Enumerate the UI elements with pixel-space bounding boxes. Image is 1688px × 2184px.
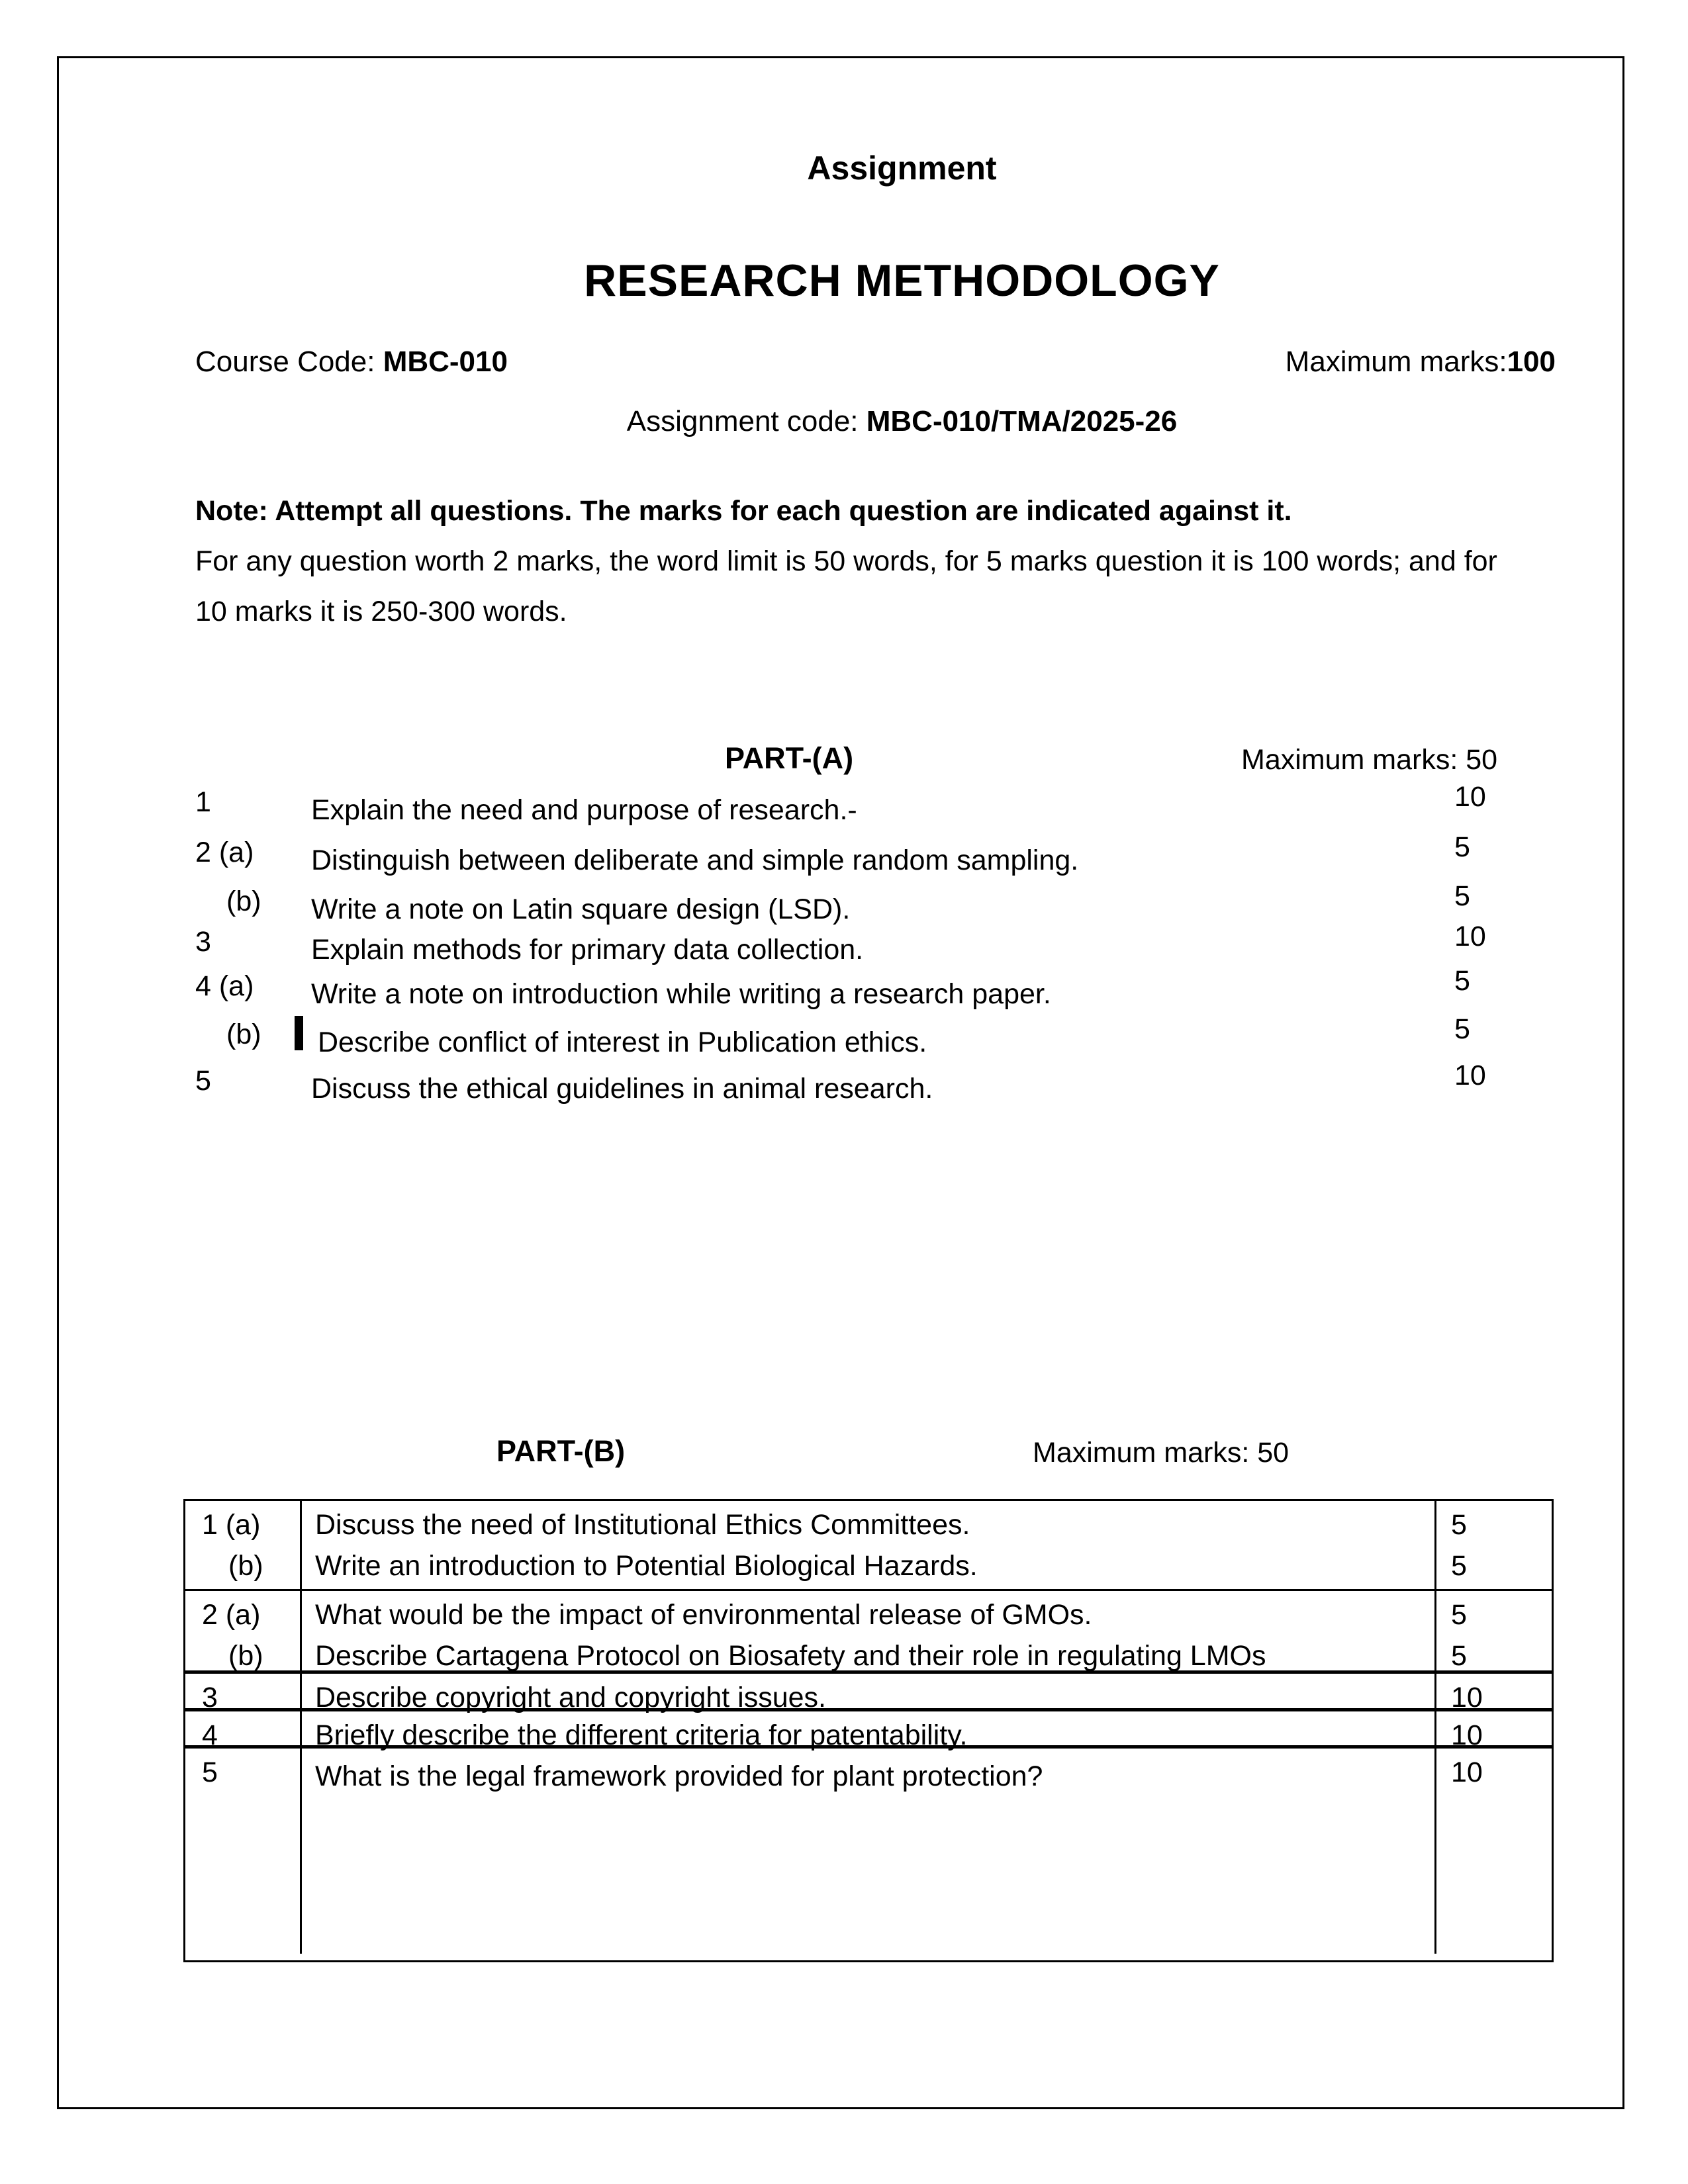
question-marks: 5 (1451, 1640, 1467, 1672)
question-marks: 5 (1454, 831, 1470, 863)
question-number: 4 (202, 1719, 218, 1751)
question-number: 1 (195, 786, 211, 818)
table-row (185, 1745, 1552, 1954)
question-number: 3 (195, 926, 211, 958)
number-cell (185, 1591, 300, 1670)
question-marks: 5 (1451, 1509, 1467, 1541)
question-number: (b) (228, 1640, 263, 1672)
question-text: Describe copyright and copyright issues. (315, 1682, 826, 1713)
question-cell (300, 1501, 1436, 1589)
question-marks: 10 (1451, 1719, 1483, 1751)
question-number: 1 (a) (202, 1509, 261, 1541)
maximum-marks-label: Maximum marks: (1285, 345, 1507, 378)
course-code-value: MBC-010 (383, 345, 508, 378)
question-text: Write a note on Latin square design (LSD). (311, 893, 851, 925)
note-bold-line: Note: Attempt all questions. The marks for each question are indicated against it. (195, 495, 1292, 527)
question-text: Explain methods for primary data collection. (311, 934, 864, 966)
question-number: 5 (195, 1065, 211, 1097)
note-line-3: 10 marks it is 250-300 words. (195, 596, 567, 627)
question-text: Explain the need and purpose of research.- (311, 794, 857, 826)
question-cell (300, 1674, 1436, 1713)
maximum-marks-value: 100 (1507, 345, 1556, 378)
question-marks: 5 (1451, 1550, 1467, 1582)
question-text: Describe conflict of interest in Publication ethics. (318, 1026, 927, 1058)
part-a-row (195, 1060, 1559, 1105)
part-a-row (195, 781, 1559, 826)
question-marks: 10 (1454, 921, 1486, 952)
marks-cell (1436, 1711, 1550, 1751)
question-text: Briefly describe the different criteria for patentability. (315, 1719, 968, 1751)
number-cell (185, 1749, 300, 1954)
question-number: (b) (226, 886, 261, 917)
table-row (185, 1670, 1552, 1713)
number-cell (185, 1674, 300, 1713)
marks-cell (1436, 1674, 1550, 1713)
question-text: Distinguish between deliberate and simple random sampling. (311, 844, 1079, 876)
part-b-heading: PART-(B) (496, 1434, 626, 1468)
marks-cell (1436, 1501, 1550, 1589)
course-code-line (195, 345, 508, 379)
question-number: 3 (202, 1682, 218, 1713)
question-number: 5 (202, 1756, 218, 1788)
table-row (185, 1501, 1552, 1589)
assignment-code-line (195, 405, 1609, 438)
question-number: 2 (a) (202, 1599, 261, 1631)
course-title: RESEARCH METHODOLOGY (584, 255, 1220, 306)
course-code-label: Course Code: (195, 345, 383, 378)
marks-cell (1436, 1591, 1550, 1670)
part-a-row (195, 965, 1559, 1010)
maximum-marks-line (1286, 345, 1556, 379)
question-marks: 10 (1451, 1682, 1483, 1713)
assignment-code-value: MBC-010/TMA/2025-26 (866, 405, 1178, 437)
question-marks: 5 (1454, 880, 1470, 912)
part-a-row (195, 921, 1559, 966)
question-text: What is the legal framework provided for plant protection? (315, 1760, 1043, 1792)
document-title: Assignment (807, 150, 997, 187)
table-row (185, 1589, 1552, 1670)
question-text: What would be the impact of environmental release of GMOs. (315, 1599, 1092, 1631)
question-marks: 10 (1451, 1756, 1483, 1788)
question-number: (b) (228, 1550, 263, 1582)
part-b-table (183, 1499, 1554, 1962)
question-marks: 5 (1454, 965, 1470, 997)
question-text: Discuss the ethical guidelines in animal research. (311, 1073, 933, 1105)
question-text: Discuss the need of Institutional Ethics Committees. (315, 1509, 970, 1541)
question-marks: 10 (1454, 781, 1486, 813)
question-cell (300, 1749, 1436, 1954)
question-cell (300, 1711, 1436, 1751)
assignment-code-label: Assignment code: (626, 405, 867, 437)
part-a-heading: PART-(A) (725, 741, 854, 775)
text-cursor-caret (295, 1016, 303, 1050)
part-b-max-marks: Maximum marks: 50 (1033, 1437, 1289, 1469)
question-marks: 5 (1451, 1599, 1467, 1631)
table-row (185, 1708, 1552, 1751)
question-text: Describe Cartagena Protocol on Biosafety and their role in regulating LMOs (315, 1640, 1266, 1672)
number-cell (185, 1711, 300, 1751)
part-a-max-marks: Maximum marks: 50 (1241, 744, 1498, 776)
note-line-2: For any question worth 2 marks, the word limit is 50 words, for 5 marks question it is 100 words; and for (195, 545, 1497, 577)
part-a-row (195, 831, 1559, 876)
question-marks: 10 (1454, 1060, 1486, 1091)
question-text: Write an introduction to Potential Biological Hazards. (315, 1550, 978, 1582)
question-number: 4 (a) (195, 970, 254, 1002)
question-number: 2 (a) (195, 837, 254, 868)
question-number: (b) (226, 1019, 261, 1050)
number-cell (185, 1501, 300, 1589)
question-marks: 5 (1454, 1013, 1470, 1045)
question-cell (300, 1591, 1436, 1670)
marks-cell (1436, 1749, 1550, 1954)
part-a-row (195, 880, 1559, 925)
part-a-row (195, 1013, 1559, 1058)
question-text: Write a note on introduction while writing a research paper. (311, 978, 1051, 1010)
